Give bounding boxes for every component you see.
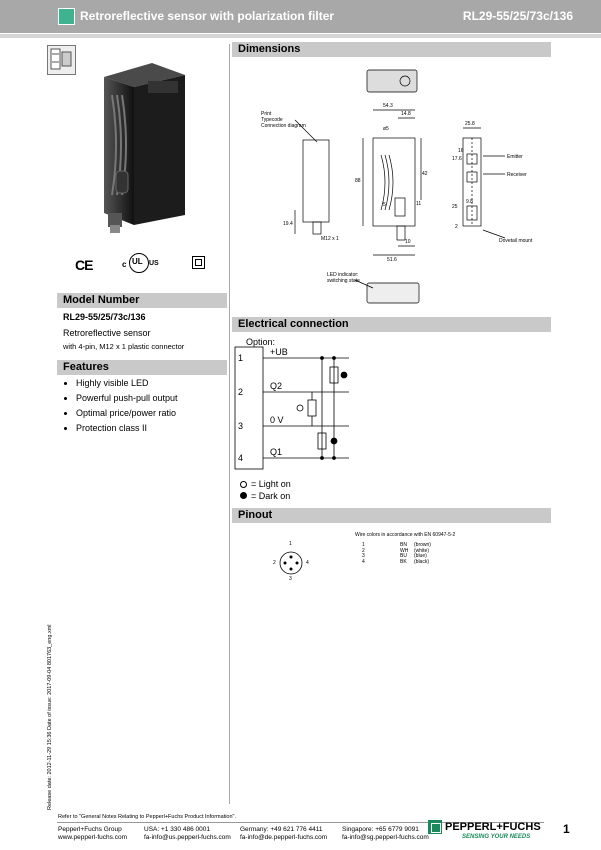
dim-25: 25: [452, 204, 458, 210]
footer-germany-block: [240, 826, 327, 842]
dim-14-8: 14.8: [401, 111, 411, 117]
pin-number-4: 4: [238, 453, 244, 463]
brand-name: PEPPERL+FUCHS: [445, 821, 541, 833]
dim-receiver: Receiver: [507, 172, 527, 178]
section-pinout: Pinout: [232, 508, 551, 523]
brand-square-icon: [58, 8, 75, 25]
pinout-code: BN: [400, 542, 407, 548]
dim-16: 16: [458, 148, 464, 154]
dim-emitter: Emitter: [507, 154, 523, 160]
header-bar: [0, 0, 601, 33]
dim-switching-state: switching state: [327, 278, 360, 284]
pin-number-1: 1: [238, 353, 244, 363]
pinout-label-2: 2: [273, 560, 276, 566]
signal-q1: Q1: [270, 447, 283, 457]
pinout-table: [362, 543, 431, 565]
dim-9-8: 9.8: [466, 199, 473, 205]
product-code: RL29-55/25/73c/136: [462, 9, 573, 23]
model-number: RL29-55/25/73c/136: [63, 312, 146, 322]
footer-usa-block: [144, 826, 231, 842]
signal-q2: Q2: [270, 381, 283, 391]
dim-5: 5: [383, 202, 386, 208]
product-type-icon: [47, 45, 76, 75]
pinout-color: (white): [414, 547, 430, 554]
dim-led-indicator: LED indicator:: [327, 272, 359, 278]
footer-usa: USA: +1 330 486 0001: [144, 826, 210, 833]
model-desc-1: Retroreflective sensor: [63, 328, 151, 338]
dim-typecode-label: Typecode: [261, 117, 283, 123]
section-electrical: Electrical connection: [232, 317, 551, 332]
signal-ub: +UB: [270, 347, 288, 357]
feature-item: • Powerful push-pull output: [76, 391, 222, 406]
dim-5-dia: ø5: [383, 126, 389, 132]
dim-17-6: 17.6: [452, 156, 462, 162]
dim-19-4: 19.4: [283, 221, 293, 227]
features-list: [62, 376, 222, 436]
footer-company-block: [58, 826, 127, 842]
footer-company: Pepperl+Fuchs Group: [58, 826, 122, 833]
dim-11: 11: [416, 201, 422, 207]
pinout-row: [362, 560, 431, 566]
pin-number-2: 2: [238, 387, 244, 397]
dim-42: 42: [422, 171, 428, 177]
footer-web[interactable]: www.pepperl-fuchs.com: [58, 834, 127, 841]
dim-m12: M12 x 1: [321, 236, 339, 242]
brand-tagline: SENSING YOUR NEEDS: [462, 834, 531, 840]
legend-light-icon: [240, 481, 247, 488]
section-features: Features: [57, 360, 227, 375]
dim-print-label: Print: [261, 111, 272, 117]
pinout-pin: 3: [362, 553, 365, 559]
footer-singapore: Singapore: +65 6779 9091: [342, 826, 419, 833]
pin-number-3: 3: [238, 421, 244, 431]
footer-germany-mail[interactable]: fa-info@de.pepperl-fuchs.com: [240, 834, 328, 841]
pinout-pin: 1: [362, 542, 365, 548]
footer-refer: Refer to "General Notes Relating to Pepperl+Fuchs Product Information".: [58, 814, 237, 820]
connector-drawing: [273, 541, 314, 582]
pinout-code: BU: [400, 553, 407, 559]
dim-dovetail: Dovetail mount: [499, 238, 533, 244]
dim-54-3: 54.3: [383, 103, 393, 109]
pinout-label-3: 3: [289, 576, 292, 582]
feature-item: • Optimal price/power ratio: [76, 406, 222, 421]
page-number: 1: [563, 822, 570, 836]
section-model-number: Model Number: [57, 293, 227, 308]
product-photo: [90, 55, 200, 235]
pinout-pin: 2: [362, 547, 365, 554]
pinout-label-1: 1: [289, 541, 292, 547]
option-label: Option:: [246, 337, 276, 347]
dim-10: 10: [405, 239, 411, 245]
ce-mark: CE: [75, 257, 93, 273]
section-dimensions: Dimensions: [232, 42, 551, 57]
column-divider: [229, 44, 230, 804]
brand-logo-icon: [428, 820, 442, 834]
footer-singapore-block: [342, 826, 429, 842]
footer-germany: Germany: +49 621 776 4411: [240, 826, 323, 833]
footer-singapore-mail[interactable]: fa-info@sg.pepperl-fuchs.com: [342, 834, 429, 841]
ul-label: UL: [132, 257, 143, 266]
legend-dark-icon: [240, 492, 247, 499]
legend-dark: = Dark on: [251, 491, 291, 501]
pinout-color: (brown): [414, 542, 431, 548]
pinout-color: (black): [414, 558, 430, 565]
ul-c-label: c: [122, 260, 127, 269]
pinout-pin: 4: [362, 558, 365, 565]
pinout-code: WH: [400, 547, 409, 554]
feature-item: • Protection class II: [76, 421, 222, 436]
footer-usa-mail[interactable]: fa-info@us.pepperl-fuchs.com: [144, 834, 231, 841]
pinout-color: (blue): [414, 553, 427, 559]
dim-diagram-label: Connection diagram: [261, 123, 306, 129]
dim-2: 2: [455, 224, 458, 230]
pinout-code: BK: [400, 558, 407, 565]
header-subbar: [0, 34, 601, 38]
document-title: Retroreflective sensor with polarization filter: [80, 9, 335, 23]
release-info: Release date: 2012-11-29 15:36 Date of issue: 2017-09-04 801763_eng.xml: [47, 624, 53, 810]
pinout-note: Wire colors in accordance with EN 60947-5-2: [355, 532, 456, 538]
ul-us-label: US: [149, 260, 159, 267]
pinout-label-4: 4: [306, 560, 309, 566]
feature-item: • Highly visible LED: [76, 376, 222, 391]
dimension-drawing: [255, 60, 545, 310]
dim-25-8: 25.8: [465, 121, 475, 127]
signal-0v: 0 V: [270, 415, 284, 425]
legend-light: = Light on: [251, 479, 291, 489]
ul-mark: [122, 252, 162, 276]
model-desc-2: with 4-pin, M12 x 1 plastic connector: [63, 342, 185, 351]
dim-51-6: 51.6: [387, 257, 397, 263]
protection-class-ii-icon: [192, 256, 205, 269]
dim-88: 88: [355, 178, 361, 184]
